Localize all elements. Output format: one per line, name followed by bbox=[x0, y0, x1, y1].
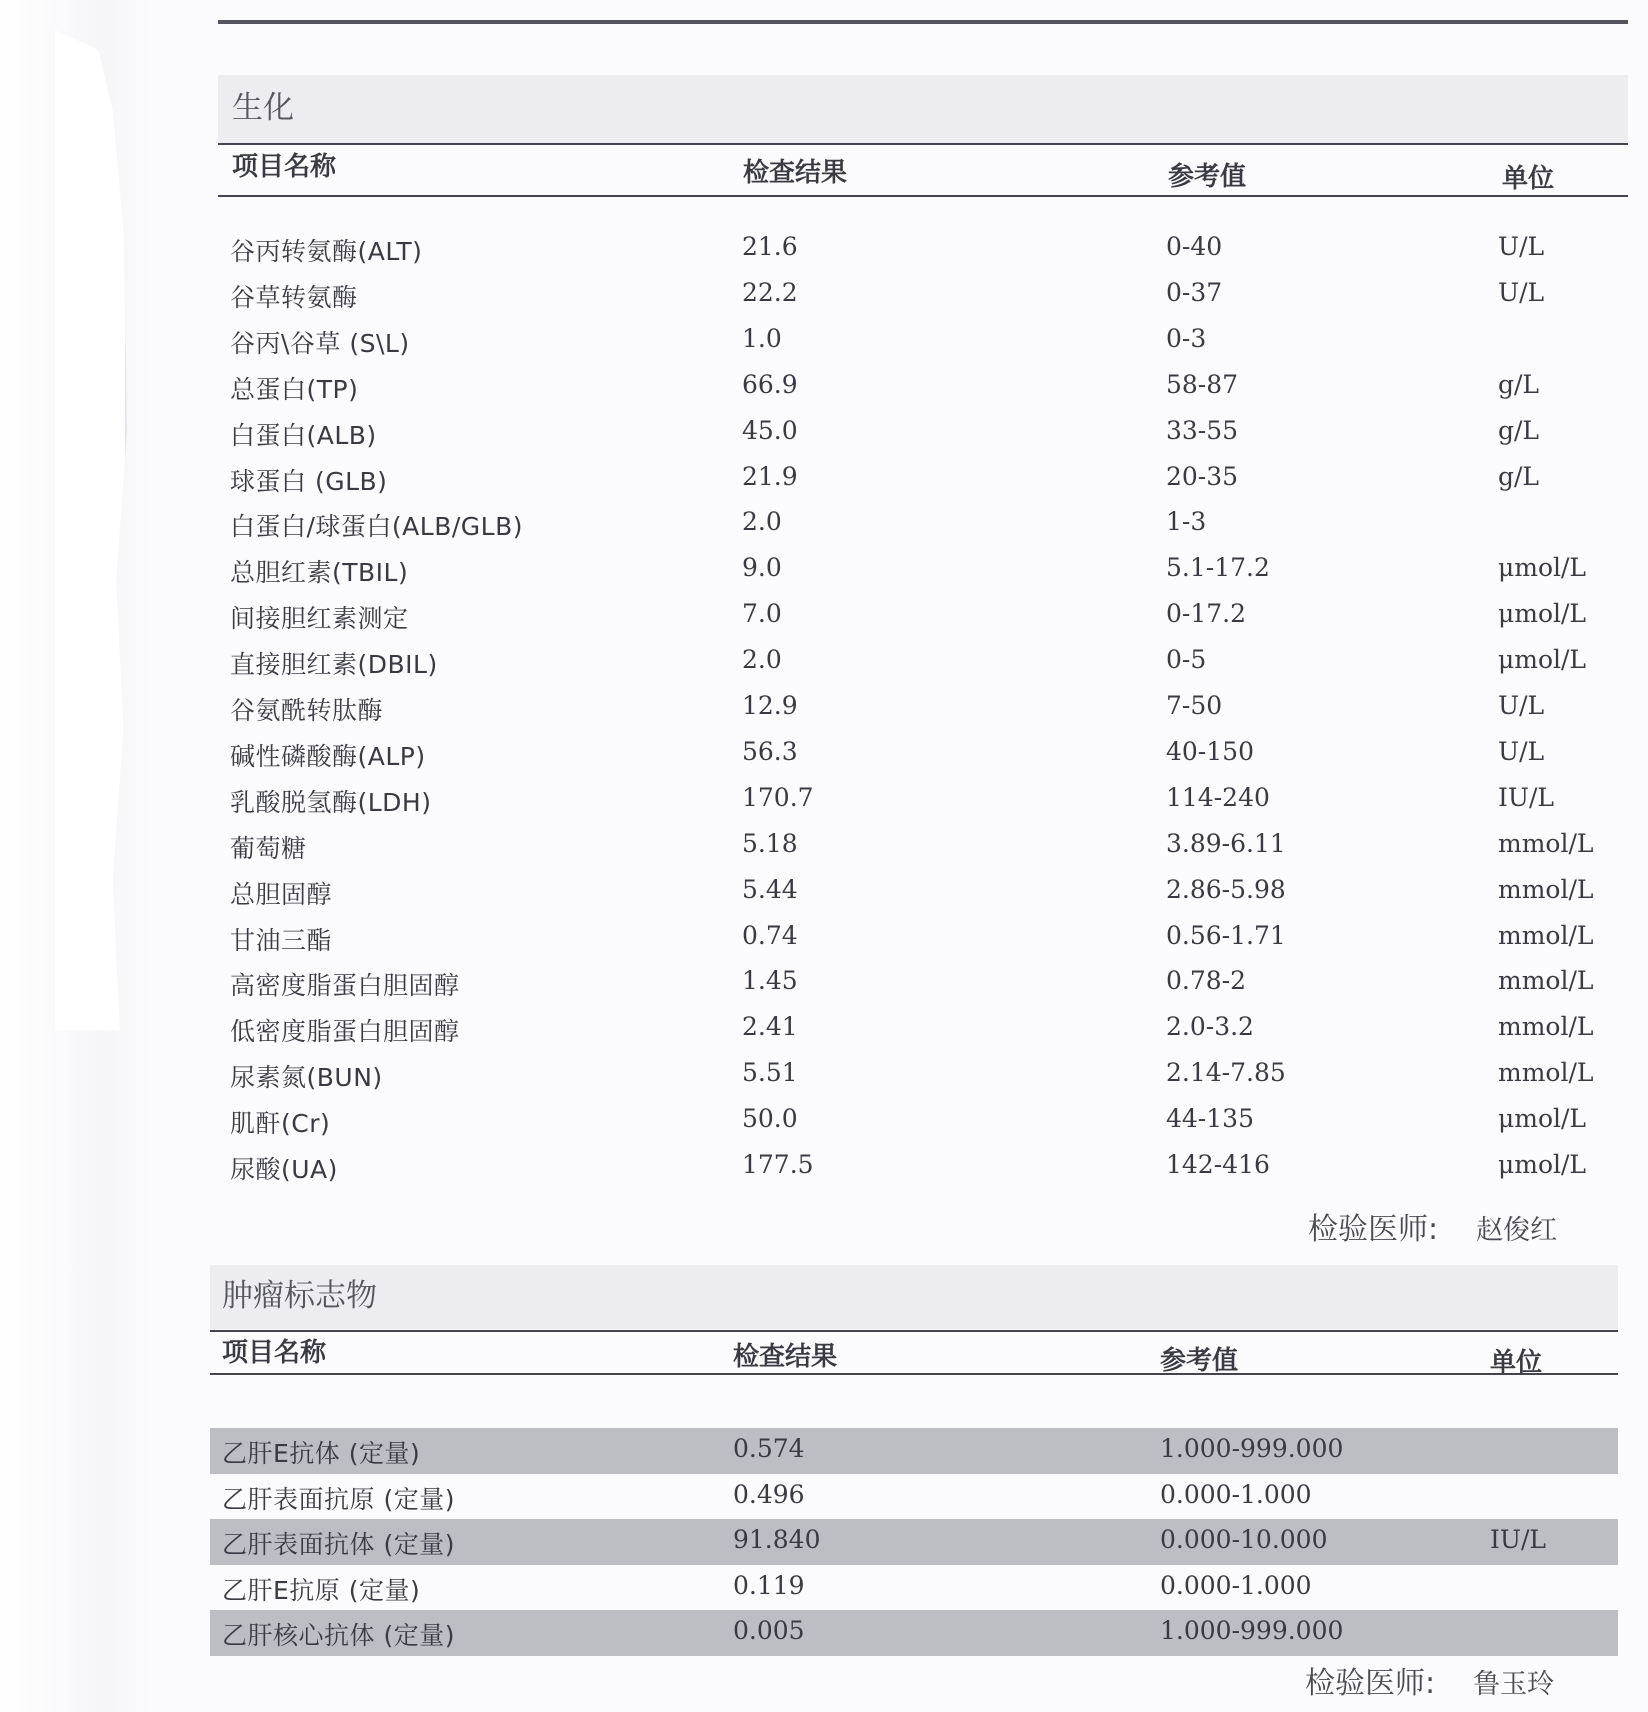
row-result: 0.74 bbox=[742, 920, 798, 950]
row-reference: 7-50 bbox=[1166, 691, 1223, 720]
row-result: 0.574 bbox=[733, 1434, 805, 1463]
biochem-title: 生化 bbox=[232, 90, 294, 126]
row-reference: 114-240 bbox=[1166, 782, 1270, 812]
row-unit: μmol/L bbox=[1498, 1104, 1587, 1134]
biochem-header-bottom-rule bbox=[218, 195, 1628, 197]
row-reference: 0-17.2 bbox=[1166, 599, 1247, 629]
table-row bbox=[218, 1144, 1628, 1190]
tumor-header-result: 检查结果 bbox=[733, 1342, 838, 1372]
table-row bbox=[218, 1098, 1628, 1144]
table-row bbox=[218, 364, 1628, 410]
row-name: 葡萄糖 bbox=[230, 833, 307, 863]
row-unit: IU/L bbox=[1498, 782, 1554, 812]
tumor-title: 肿瘤标志物 bbox=[222, 1278, 377, 1314]
row-unit: U/L bbox=[1498, 277, 1545, 307]
row-result: 0.005 bbox=[733, 1616, 805, 1645]
biochem-header-top-rule bbox=[218, 143, 1628, 145]
row-reference: 0.78-2 bbox=[1166, 966, 1247, 996]
row-unit: μmol/L bbox=[1498, 599, 1587, 629]
row-name: 乙肝表面抗体 (定量) bbox=[222, 1530, 455, 1559]
table-row bbox=[210, 1610, 1618, 1656]
row-unit: mmol/L bbox=[1498, 920, 1594, 950]
row-reference: 1-3 bbox=[1166, 507, 1207, 537]
row-result: 22.2 bbox=[742, 277, 798, 307]
row-result: 1.45 bbox=[742, 966, 798, 996]
row-reference: 5.1-17.2 bbox=[1166, 553, 1270, 583]
row-reference: 40-150 bbox=[1166, 736, 1254, 766]
table-row bbox=[210, 1565, 1618, 1611]
table-row bbox=[218, 685, 1628, 731]
row-result: 0.119 bbox=[733, 1570, 805, 1600]
row-result: 12.9 bbox=[742, 691, 798, 720]
row-result: 21.9 bbox=[742, 461, 798, 491]
row-reference: 0.000-10.000 bbox=[1160, 1525, 1328, 1554]
row-reference: 3.89-6.11 bbox=[1166, 828, 1286, 858]
biochem-signer bbox=[1308, 1204, 1557, 1248]
table-row bbox=[218, 410, 1628, 456]
row-result: 66.9 bbox=[742, 369, 798, 399]
table-row bbox=[218, 915, 1628, 961]
row-result: 170.7 bbox=[742, 782, 814, 812]
row-name: 直接胆红素(DBIL) bbox=[230, 650, 438, 680]
table-row bbox=[218, 272, 1628, 318]
biochem-header-reference: 参考值 bbox=[1168, 162, 1247, 192]
biochem-header-unit: 单位 bbox=[1502, 164, 1555, 194]
biochem-signer-label: 检验医师: bbox=[1308, 1212, 1439, 1247]
biochem-header-result: 检查结果 bbox=[743, 158, 848, 188]
row-result: 5.18 bbox=[742, 828, 798, 858]
table-row bbox=[218, 960, 1628, 1006]
row-unit: mmol/L bbox=[1498, 828, 1594, 858]
table-row bbox=[218, 639, 1628, 685]
table-row bbox=[218, 226, 1628, 272]
table-row bbox=[210, 1428, 1618, 1474]
biochem-header-name: 项目名称 bbox=[232, 152, 337, 182]
row-name: 谷草转氨酶 bbox=[230, 282, 358, 312]
row-result: 9.0 bbox=[742, 553, 782, 583]
row-unit: g/L bbox=[1498, 461, 1540, 491]
row-unit: mmol/L bbox=[1498, 874, 1594, 904]
biochem-signer-name: 赵俊红 bbox=[1476, 1215, 1558, 1246]
row-name: 碱性磷酸酶(ALP) bbox=[230, 741, 426, 771]
row-name: 谷丙转氨酶(ALT) bbox=[230, 237, 423, 266]
row-name: 白蛋白(ALB) bbox=[230, 420, 377, 450]
row-reference: 2.0-3.2 bbox=[1166, 1012, 1254, 1042]
tumor-title-bar bbox=[210, 1265, 1618, 1329]
row-name: 乳酸脱氢酶(LDH) bbox=[230, 787, 432, 817]
row-reference: 0-3 bbox=[1166, 323, 1207, 353]
row-result: 5.44 bbox=[742, 874, 798, 904]
row-reference: 2.14-7.85 bbox=[1166, 1058, 1286, 1088]
row-reference: 0.000-1.000 bbox=[1160, 1570, 1312, 1600]
row-unit: μmol/L bbox=[1498, 553, 1587, 583]
row-reference: 44-135 bbox=[1166, 1104, 1254, 1134]
tumor-header-top-rule bbox=[210, 1330, 1618, 1332]
table-row bbox=[218, 1052, 1628, 1098]
row-reference: 1.000-999.000 bbox=[1160, 1434, 1344, 1463]
tumor-header-bottom-rule bbox=[210, 1373, 1618, 1375]
row-name: 尿酸(UA) bbox=[230, 1155, 338, 1184]
table-row bbox=[218, 777, 1628, 823]
row-result: 2.0 bbox=[742, 507, 782, 537]
biochem-title-bar bbox=[218, 75, 1628, 143]
row-reference: 0.56-1.71 bbox=[1166, 920, 1286, 950]
row-result: 0.496 bbox=[733, 1479, 805, 1509]
row-reference: 0-37 bbox=[1166, 277, 1223, 307]
table-row bbox=[210, 1519, 1618, 1565]
row-name: 谷丙\谷草 (S\L) bbox=[230, 328, 410, 358]
row-result: 21.6 bbox=[742, 232, 798, 261]
row-name: 甘油三酯 bbox=[230, 925, 333, 955]
row-name: 总胆红素(TBIL) bbox=[230, 558, 409, 588]
row-reference: 33-55 bbox=[1166, 415, 1239, 445]
table-row bbox=[218, 547, 1628, 593]
row-name: 乙肝表面抗原 (定量) bbox=[222, 1484, 455, 1514]
row-name: 乙肝E抗体 (定量) bbox=[222, 1439, 421, 1468]
row-name: 总蛋白(TP) bbox=[230, 374, 359, 404]
row-unit: U/L bbox=[1498, 736, 1545, 766]
table-row bbox=[218, 1006, 1628, 1052]
row-name: 肌酐(Cr) bbox=[230, 1109, 331, 1139]
tumor-header-reference: 参考值 bbox=[1160, 1346, 1239, 1376]
tumor-signer bbox=[1305, 1658, 1554, 1702]
tumor-header-name: 项目名称 bbox=[222, 1338, 327, 1368]
row-unit: mmol/L bbox=[1498, 1058, 1594, 1088]
row-unit: g/L bbox=[1498, 369, 1540, 399]
row-reference: 1.000-999.000 bbox=[1160, 1616, 1344, 1645]
row-reference: 142-416 bbox=[1166, 1150, 1270, 1179]
row-result: 7.0 bbox=[742, 599, 782, 629]
row-reference: 0-5 bbox=[1166, 645, 1207, 675]
tumor-signer-label: 检验医师: bbox=[1305, 1666, 1436, 1701]
row-reference: 0-40 bbox=[1166, 232, 1223, 261]
tumor-header-unit: 单位 bbox=[1490, 1348, 1543, 1378]
row-unit: μmol/L bbox=[1498, 1150, 1587, 1179]
table-row bbox=[218, 823, 1628, 869]
row-unit: g/L bbox=[1498, 415, 1540, 445]
row-result: 177.5 bbox=[742, 1150, 814, 1179]
row-unit: U/L bbox=[1498, 691, 1545, 720]
table-row bbox=[218, 501, 1628, 547]
row-unit: U/L bbox=[1498, 232, 1545, 261]
row-name: 乙肝核心抗体 (定量) bbox=[222, 1621, 455, 1650]
row-reference: 2.86-5.98 bbox=[1166, 874, 1286, 904]
table-row bbox=[218, 456, 1628, 502]
table-row bbox=[210, 1474, 1618, 1520]
row-result: 56.3 bbox=[742, 736, 798, 766]
row-result: 45.0 bbox=[742, 415, 798, 445]
row-unit: mmol/L bbox=[1498, 966, 1594, 996]
row-unit: IU/L bbox=[1490, 1525, 1546, 1554]
row-name: 谷氨酰转肽酶 bbox=[230, 696, 384, 725]
row-name: 球蛋白 (GLB) bbox=[230, 466, 388, 496]
table-row bbox=[218, 731, 1628, 777]
table-row bbox=[218, 869, 1628, 915]
row-unit: mmol/L bbox=[1498, 1012, 1594, 1042]
row-result: 1.0 bbox=[742, 323, 782, 353]
row-reference: 0.000-1.000 bbox=[1160, 1479, 1312, 1509]
tumor-signer-name: 鲁玉玲 bbox=[1473, 1669, 1555, 1700]
row-name: 总胆固醇 bbox=[230, 879, 333, 909]
row-result: 2.41 bbox=[742, 1012, 798, 1042]
row-reference: 58-87 bbox=[1166, 369, 1239, 399]
row-name: 低密度脂蛋白胆固醇 bbox=[230, 1017, 460, 1047]
row-unit: μmol/L bbox=[1498, 645, 1587, 675]
row-name: 尿素氮(BUN) bbox=[230, 1063, 383, 1093]
row-name: 白蛋白/球蛋白(ALB/GLB) bbox=[230, 512, 523, 542]
row-result: 5.51 bbox=[742, 1058, 798, 1088]
row-name: 乙肝E抗原 (定量) bbox=[222, 1575, 421, 1605]
row-name: 间接胆红素测定 bbox=[230, 604, 409, 634]
row-result: 91.840 bbox=[733, 1525, 821, 1554]
table-row bbox=[218, 593, 1628, 639]
top-rule bbox=[218, 20, 1628, 24]
row-result: 50.0 bbox=[742, 1104, 798, 1134]
row-result: 2.0 bbox=[742, 645, 782, 675]
row-name: 高密度脂蛋白胆固醇 bbox=[230, 971, 460, 1001]
table-row bbox=[218, 318, 1628, 364]
row-reference: 20-35 bbox=[1166, 461, 1239, 491]
